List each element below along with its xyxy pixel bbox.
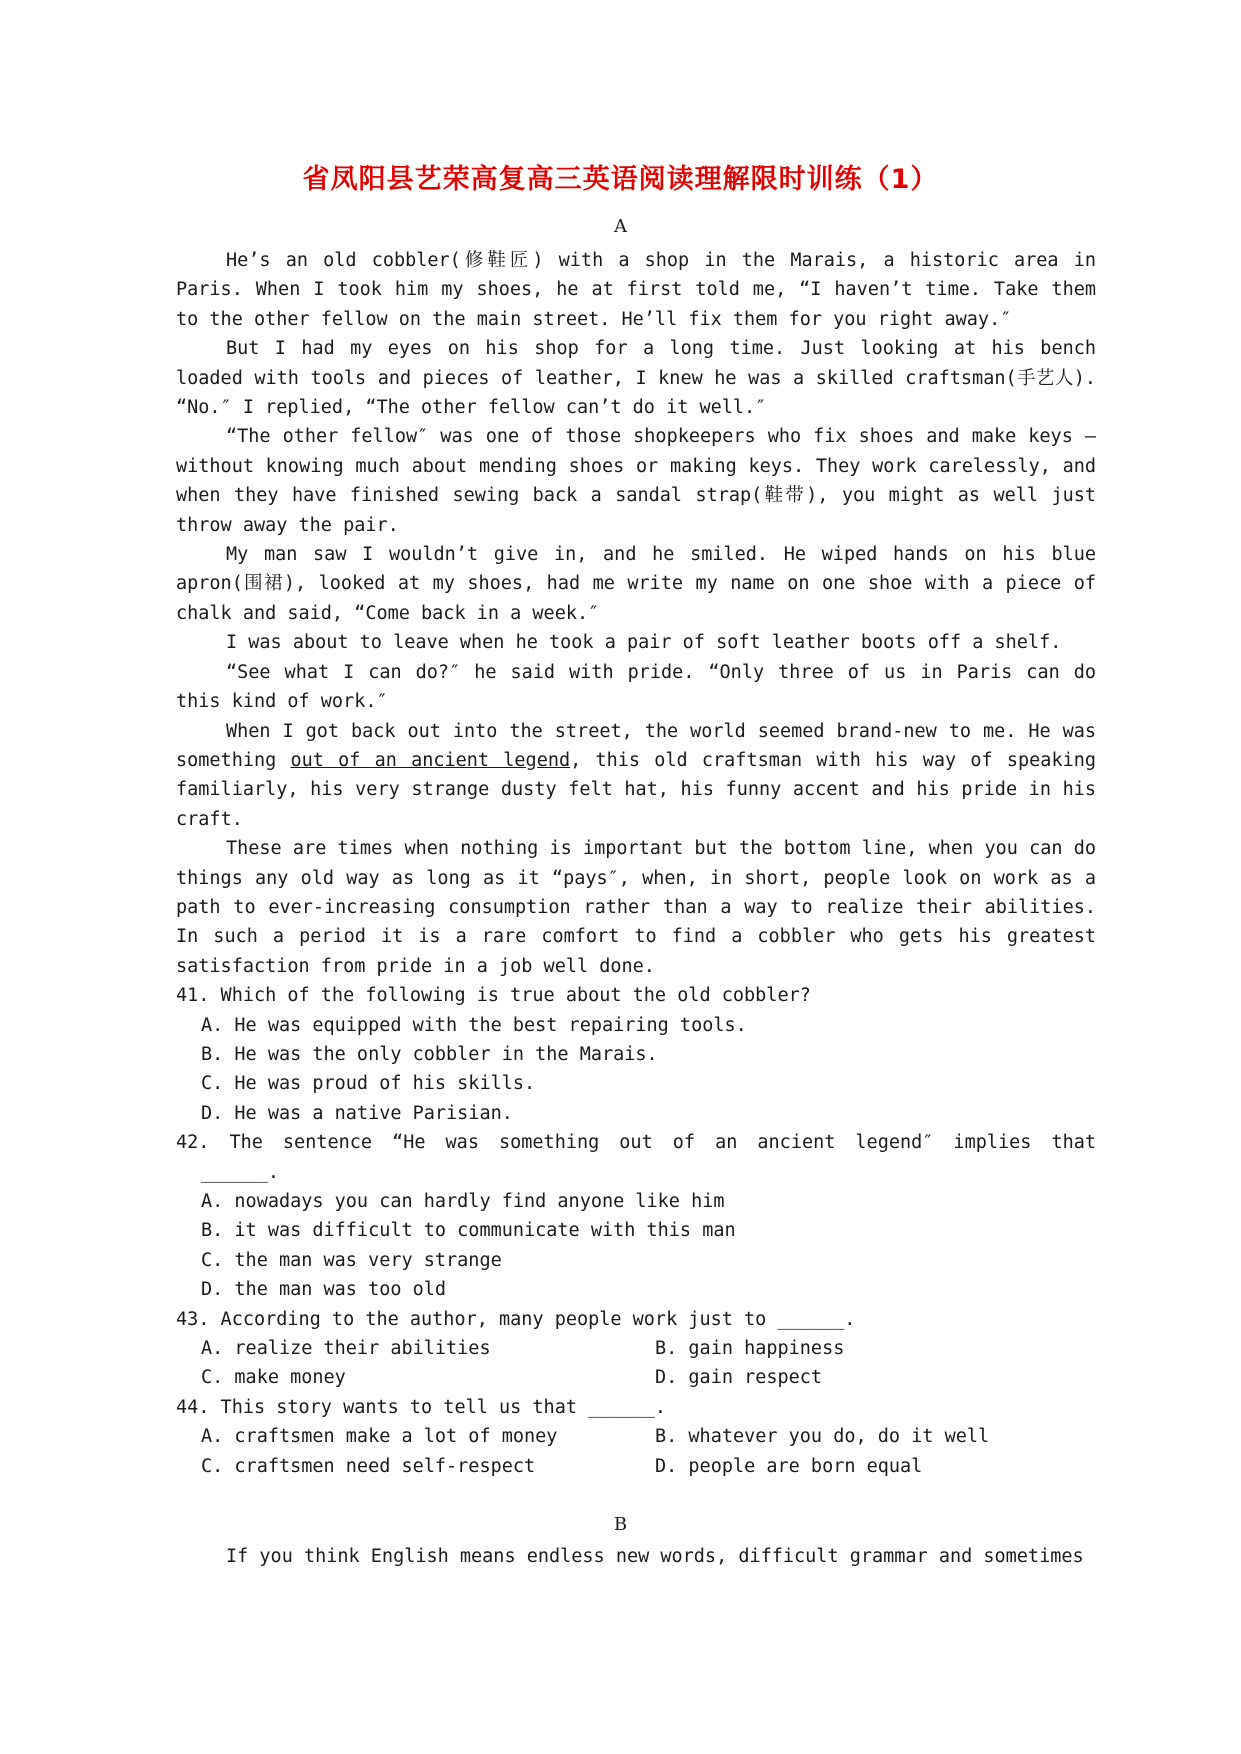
question-41-stem: 41. Which of the following is true about the old cobbler?: [176, 985, 811, 1007]
paragraph-2: But I had my eyes on his shop for a long time. Just looking at his bench loaded with tools and pieces of leather, I knew he was a skilled craftsman(手艺人). “No.″ I replied, “The other fellow can’t do it well.″: [176, 338, 1096, 419]
question-44-option-a: A. craftsmen make a lot of money: [201, 1426, 558, 1448]
question-44-options-row-2: [176, 1452, 1096, 1481]
page-title: 省凤阳县艺荣高复高三英语阅读理解限时训练（1）: [302, 164, 939, 195]
question-41-option-a: A. He was equipped with the best repairing tools.: [201, 1014, 747, 1036]
paragraph-3: “The other fellow″ was one of those shopkeepers who fix shoes and make keys — without knowing much about mending shoes or making keys. They work carelessly, and when they have finished sewing back a sandal strap(鞋带), you might as well just throw away the pair.: [176, 426, 1096, 536]
section-a-body: [176, 246, 1096, 1481]
paragraph-8: These are times when nothing is important but the bottom line, when you can do things any old way as long as it “pays″, when, in short, people look on work as a path to ever-increasing consumption rather than a way to realize their abilities. In such a period it is a rare comfort to find a cobbler who gets his greatest satisfaction from pride in a job well done.: [176, 838, 1096, 977]
question-42-option-d: D. the man was too old: [201, 1279, 447, 1301]
question-43-option-a: A. realize their abilities: [201, 1338, 491, 1360]
paragraph-4: My man saw I wouldn’t give in, and he smiled. He wiped hands on his blue apron(围裙), looked at my shoes, had me write my name on one shoe with a piece of chalk and said, “Come back in a week.″: [176, 544, 1096, 624]
question-43-options-row-1: [176, 1334, 1096, 1363]
question-43-option-c: C. make money: [201, 1367, 346, 1389]
question-41-option-b: B. He was the only cobbler in the Marais.: [201, 1043, 658, 1065]
question-43-option-d: D. gain respect: [655, 1367, 823, 1389]
question-42-blank: ______.: [201, 1161, 279, 1183]
question-42-option-c: C. the man was very strange: [201, 1249, 502, 1271]
question-44-options-row-1: [176, 1422, 1096, 1451]
underlined-phrase: out of an ancient legend: [290, 749, 571, 771]
question-44-stem: 44. This story wants to tell us that ______.: [176, 1396, 667, 1418]
section-b-heading: B: [613, 1514, 628, 1535]
question-43-options-row-2: [176, 1363, 1096, 1392]
question-42-stem: 42. The sentence “He was something out of an ancient legend″ implies that: [176, 1132, 1096, 1154]
paragraph-7: [176, 717, 1096, 835]
question-42-option-b: B. it was difficult to communicate with this man: [201, 1220, 736, 1242]
paragraph-1: He’s an old cobbler(修鞋匠) with a shop in the Marais, a historic area in Paris. When I took him my shoes, he at first told me, “I haven’t time. Take them to the other fellow on the main street. He’ll fix them for you right away.″: [176, 250, 1096, 330]
question-43-option-b: B. gain happiness: [655, 1338, 845, 1360]
question-44-option-c: C. craftsmen need self-respect: [201, 1455, 536, 1477]
paragraph-7-end: , this old craftsman with his way of speaking familiarly, his very strange dusty felt hat, his funny accent and his pride in his craft.: [176, 749, 1096, 830]
paragraph-6: “See what I can do?″ he said with pride. “Only three of us in Paris can do this kind of work.″: [176, 661, 1096, 713]
paragraph-5: I was about to leave when he took a pair of soft leather boots off a shelf.: [226, 632, 1062, 654]
section-b-first-line: If you think English means endless new words, difficult grammar and sometimes: [226, 1546, 1084, 1567]
question-42-option-a: A. nowadays you can hardly find anyone like him: [201, 1191, 725, 1212]
question-43-stem: 43. According to the author, many people work just to ______.: [176, 1308, 856, 1330]
question-41-option-d: D. He was a native Parisian.: [201, 1102, 513, 1124]
section-a-heading: A: [614, 216, 627, 237]
question-44-option-d: D. people are born equal: [655, 1455, 923, 1477]
question-41-option-c: C. He was proud of his skills.: [201, 1073, 536, 1095]
paragraph-7-start: When I got back out into the street, the world seemed brand-new to me. He was something: [176, 720, 1096, 771]
question-44-option-b: B. whatever you do, do it well: [655, 1426, 990, 1448]
